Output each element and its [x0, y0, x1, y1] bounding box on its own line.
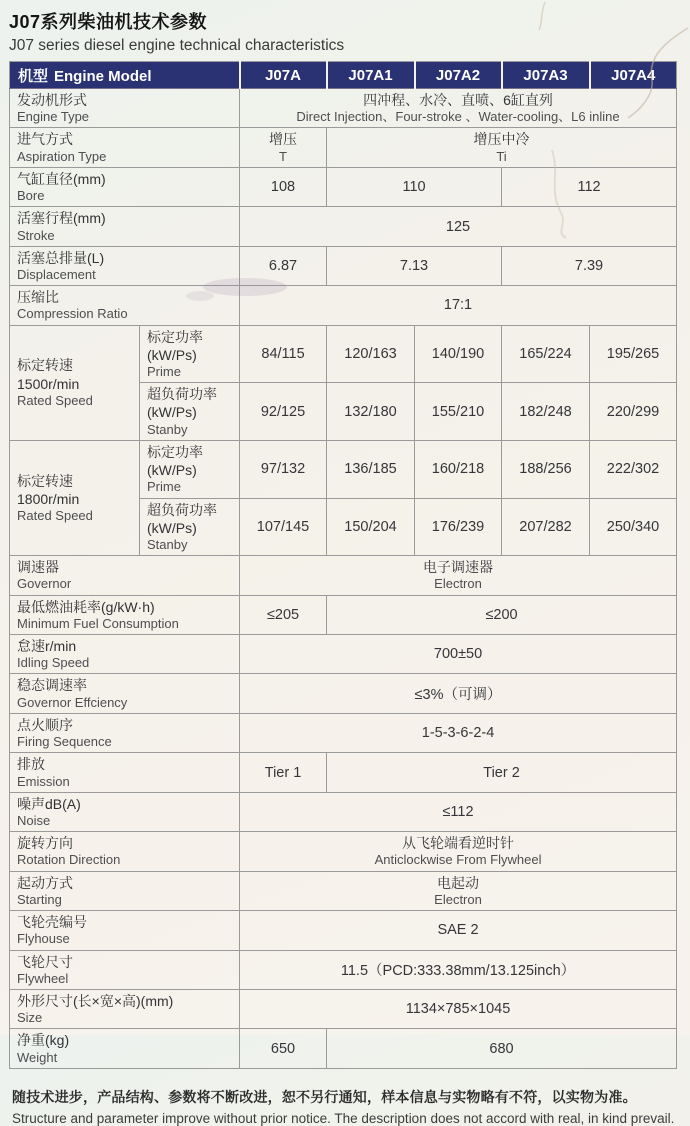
row-speed1800-prime: [10, 440, 677, 498]
value-1800-standby-j07a1: 150/204: [327, 498, 415, 556]
value-1800-prime-j07a1: 136/185: [327, 440, 415, 498]
label-idling-speed: 怠速r/min Idling Speed: [10, 635, 240, 674]
row-compression-ratio: [10, 286, 677, 325]
value-flyhouse: SAE 2: [240, 911, 677, 950]
value-1800-prime-j07a2: 160/218: [415, 440, 502, 498]
row-flywheel: [10, 950, 677, 989]
label-weight: 净重(kg) Weight: [10, 1029, 240, 1068]
value-idling-speed: 700±50: [240, 635, 677, 674]
label-size: 外形尺寸(长×宽×高)(mm) Size: [10, 989, 240, 1028]
value-1800-standby-j07a4: 250/340: [590, 498, 677, 556]
value-engine-type: 四冲程、水冷、直喷、6缸直列 Direct Injection、Four-stroke 、Water-cooling、L6 inline: [240, 89, 677, 128]
page-title-en: J07 series diesel engine technical characteristics: [9, 37, 345, 54]
value-aspiration-ti: 增压中冷 Ti: [327, 128, 677, 167]
value-1500-prime-j07a: 84/115: [240, 325, 327, 383]
label-governor: 调速器 Governor: [10, 556, 240, 595]
disclaimer-zh: 随技术进步，产品结构、参数将不断改进，恕不另行通知，样本信息与实物略有不符，以实物为准。: [12, 1088, 637, 1105]
value-firing-sequence: 1-5-3-6-2-4: [240, 713, 677, 752]
row-starting: [10, 871, 677, 910]
value-weight-1: 650: [240, 1029, 327, 1068]
value-weight-2: 680: [327, 1029, 677, 1068]
value-stroke: 125: [240, 207, 677, 246]
label-flywheel: 飞轮尺寸 Flywheel: [10, 950, 240, 989]
value-1500-standby-j07a1: 132/180: [327, 383, 415, 441]
value-1500-standby-j07a: 92/125: [240, 383, 327, 441]
value-bore-1: 108: [240, 167, 327, 206]
value-1500-prime-j07a2: 140/190: [415, 325, 502, 383]
header-model-j07a2: J07A2: [415, 62, 502, 89]
value-1800-prime-j07a: 97/132: [240, 440, 327, 498]
row-engine-type: [10, 89, 677, 128]
value-noise: ≤112: [240, 792, 677, 831]
row-fuel-consumption: [10, 595, 677, 634]
row-bore: [10, 167, 677, 206]
table-header-row: [10, 62, 677, 89]
label-compression-ratio: 压缩比 Compression Ratio: [10, 286, 240, 325]
value-bore-2: 110: [327, 167, 502, 206]
value-size: 1134×785×1045: [240, 989, 677, 1028]
header-model-j07a1: J07A1: [327, 62, 415, 89]
value-compression-ratio: 17:1: [240, 286, 677, 325]
value-displacement-3: 7.39: [502, 246, 677, 285]
value-1800-prime-j07a4: 222/302: [590, 440, 677, 498]
row-rotation-direction: [10, 832, 677, 871]
sublabel-speed1800-standby: 超负荷功率(kW/Ps) Stanby: [140, 498, 240, 556]
value-governor-rate: ≤3%（可调）: [240, 674, 677, 713]
row-speed1500-prime: [10, 325, 677, 383]
label-aspiration: 进气方式 Aspiration Type: [10, 128, 240, 167]
disclaimer: [9, 1087, 682, 1126]
value-1800-standby-j07a3: 207/282: [502, 498, 590, 556]
row-aspiration: [10, 128, 677, 167]
label-speed1500: 标定转速1500r/min Rated Speed: [10, 325, 140, 440]
label-noise: 噪声dB(A) Noise: [10, 792, 240, 831]
value-fuel-2: ≤200: [327, 595, 677, 634]
row-stroke: [10, 207, 677, 246]
header-engine-model-en: Engine Model: [54, 67, 152, 85]
value-aspiration-t: 增压 T: [240, 128, 327, 167]
sublabel-speed1500-prime: 标定功率(kW/Ps) Prime: [140, 325, 240, 383]
value-emission-1: Tier 1: [240, 753, 327, 792]
value-1800-prime-j07a3: 188/256: [502, 440, 590, 498]
row-size: [10, 989, 677, 1028]
row-governor-rate: [10, 674, 677, 713]
header-engine-model-zh: 机型: [18, 67, 49, 85]
row-governor: [10, 556, 677, 595]
label-starting: 起动方式 Starting: [10, 871, 240, 910]
sublabel-speed1800-prime: 标定功率(kW/Ps) Prime: [140, 440, 240, 498]
label-bore: 气缸直径(mm) Bore: [10, 167, 240, 206]
label-emission: 排放 Emission: [10, 753, 240, 792]
value-flywheel: 11.5（PCD:333.38mm/13.125inch）: [240, 950, 677, 989]
row-emission: [10, 753, 677, 792]
value-1800-standby-j07a: 107/145: [240, 498, 327, 556]
label-fuel-consumption: 最低燃油耗率(g/kW·h) Minimum Fuel Consumption: [10, 595, 240, 634]
label-stroke: 活塞行程(mm) Stroke: [10, 207, 240, 246]
value-starting: 电起动 Electron: [240, 871, 677, 910]
value-1500-standby-j07a4: 220/299: [590, 383, 677, 441]
row-firing-sequence: [10, 713, 677, 752]
value-1800-standby-j07a2: 176/239: [415, 498, 502, 556]
value-displacement-1: 6.87: [240, 246, 327, 285]
value-1500-prime-j07a1: 120/163: [327, 325, 415, 383]
value-1500-prime-j07a3: 165/224: [502, 325, 590, 383]
label-speed1800: 标定转速1800r/min Rated Speed: [10, 440, 140, 555]
engine-spec-table: [9, 61, 677, 1069]
value-displacement-2: 7.13: [327, 246, 502, 285]
label-displacement: 活塞总排量(L) Displacement: [10, 246, 240, 285]
label-firing-sequence: 点火顺序 Firing Sequence: [10, 713, 240, 752]
value-emission-2: Tier 2: [327, 753, 677, 792]
row-flyhouse: [10, 911, 677, 950]
row-noise: [10, 792, 677, 831]
header-model-j07a3: J07A3: [502, 62, 590, 89]
label-flyhouse: 飞轮壳编号 Flyhouse: [10, 911, 240, 950]
label-governor-rate: 稳态调速率 Governor Effciency: [10, 674, 240, 713]
label-rotation-direction: 旋转方向 Rotation Direction: [10, 832, 240, 871]
sublabel-speed1500-standby: 超负荷功率(kW/Ps) Stanby: [140, 383, 240, 441]
header-model-j07a: J07A: [240, 62, 327, 89]
row-idling-speed: [10, 635, 677, 674]
value-fuel-1: ≤205: [240, 595, 327, 634]
row-displacement: [10, 246, 677, 285]
value-1500-standby-j07a3: 182/248: [502, 383, 590, 441]
value-rotation-direction: 从飞轮端看逆时针 Anticlockwise From Flywheel: [240, 832, 677, 871]
value-bore-3: 112: [502, 167, 677, 206]
header-model-j07a4: J07A4: [590, 62, 677, 89]
value-governor: 电子调速器 Electron: [240, 556, 677, 595]
label-engine-type: 发动机形式 Engine Type: [10, 89, 240, 128]
value-1500-prime-j07a4: 195/265: [590, 325, 677, 383]
disclaimer-en: Structure and parameter improve without prior notice. The description does not accord with real, in kind prevail.: [12, 1110, 675, 1126]
value-1500-standby-j07a2: 155/210: [415, 383, 502, 441]
page-title-zh: J07系列柴油机技术参数: [9, 12, 208, 32]
header-engine-model: [10, 62, 240, 89]
